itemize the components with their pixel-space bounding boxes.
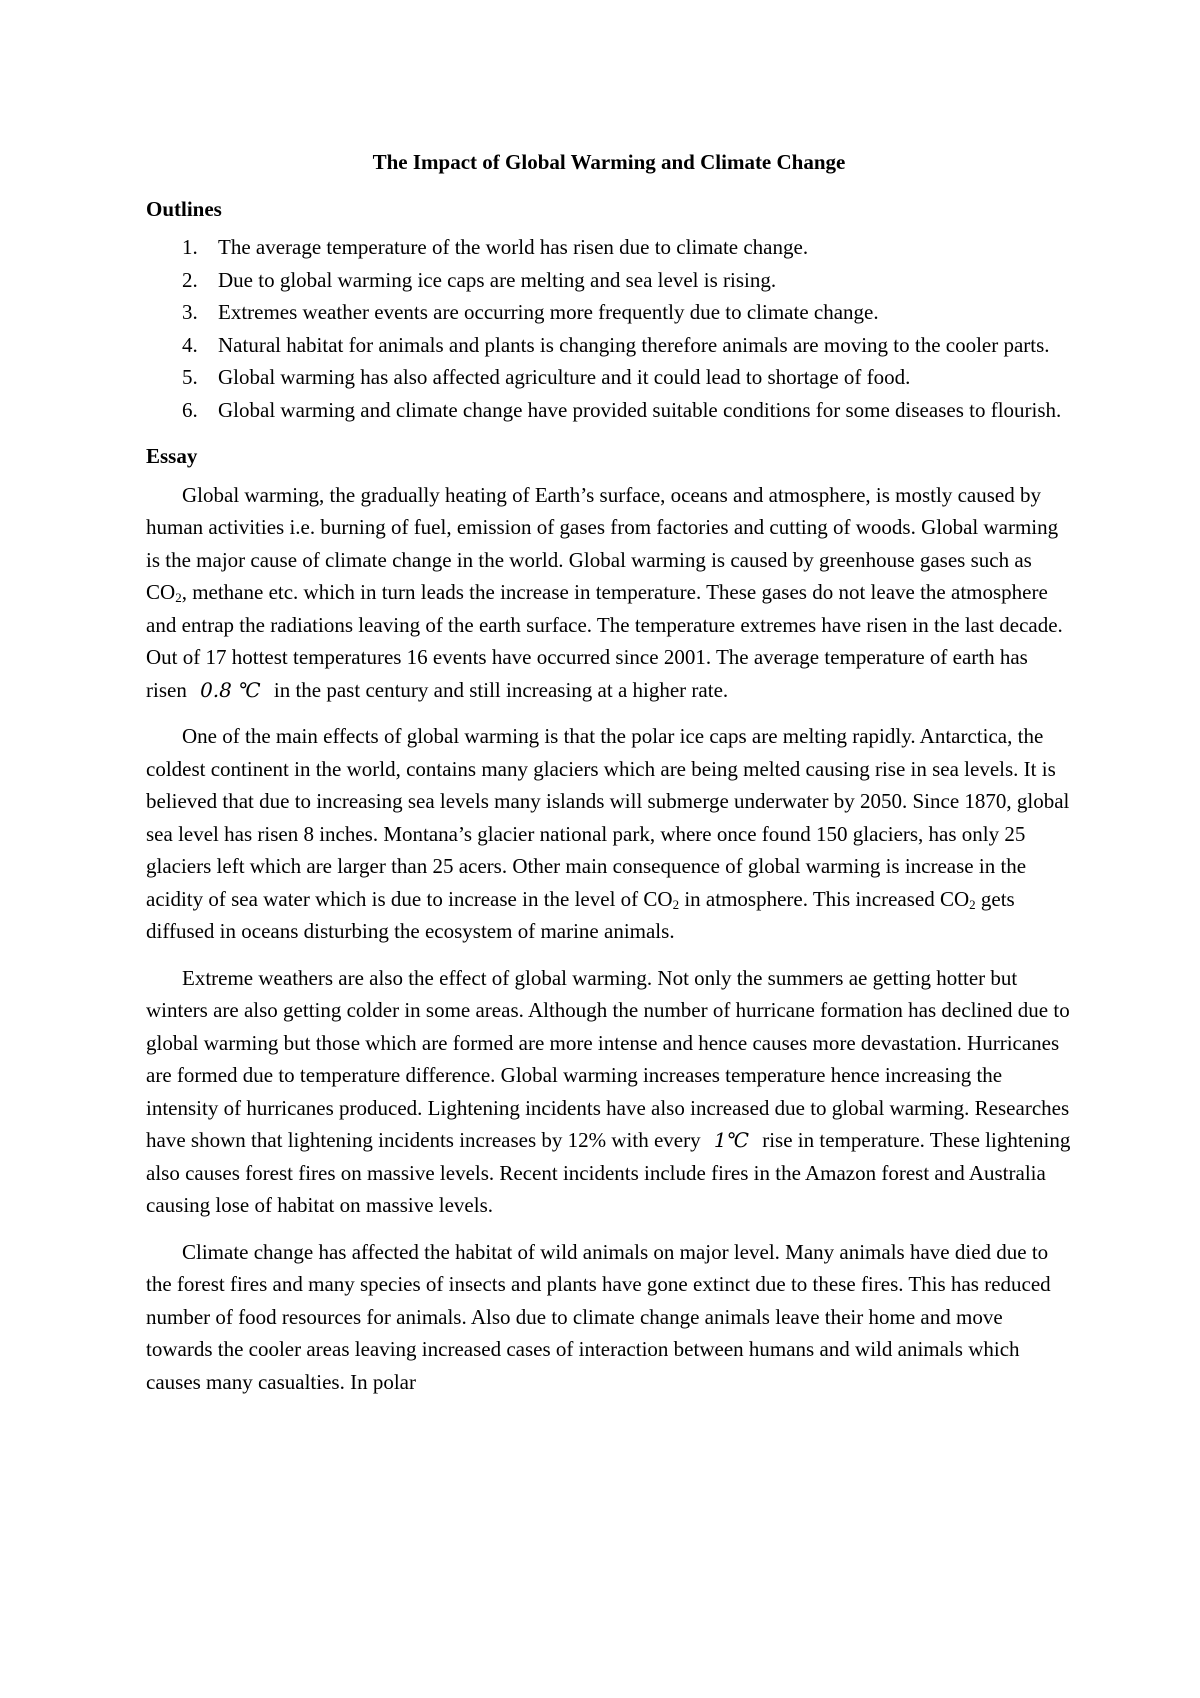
outline-text: Global warming and climate change have provided suitable conditions for some diseases to flourish. bbox=[218, 397, 1062, 422]
temperature-value: 0.8 ℃ bbox=[200, 677, 261, 702]
outlines-heading: Outlines bbox=[146, 196, 222, 221]
subscript: 2 bbox=[175, 590, 182, 605]
outline-text: Extremes weather events are occurring more frequently due to climate change. bbox=[218, 300, 879, 324]
paragraph-text: Global warming, the gradually heating of Earth’s surface, oceans and atmosphere, is mostly caused by human activities i.e. burning of fuel, emission of gases from factories and cutting of woods. Global warming is the major cause of climate change in the world. Global warming is caused by greenhouse gases such as CO bbox=[146, 482, 1059, 604]
paragraph-text: Extreme weathers are also the effect of global warming. Not only the summers ae getting hotter but winters are also getting colder in some areas. Although the number of hurricane formation has declined due to global warming but those which are formed are more intense and hence causes more devastation. Hurricanes are formed due to temperature difference. Global warming increases temperature hence increasing the intensity of hurricanes produced. Lightening incidents have also increased due to global warming. Researches have shown that lightening incidents increases by 12% with every bbox=[146, 965, 1070, 1152]
paragraph-text: One of the main effects of global warming is that the polar ice caps are melting rapidly. Antarctica, the coldest continent in the world, contains many glaciers which are being melted causing rise in sea levels. It is believed that due to increasing sea levels many islands will submerge underwater by 2050. Since 1870, global sea level has risen 8 inches. Montana’s glacier national park, where once found 150 glaciers, has only 25 glaciers left which are larger than 25 acers. Other main consequence of global warming is increase in the acidity of sea water which is due to increase in the level of CO bbox=[146, 724, 1070, 911]
paragraph-text: , methane etc. which in turn leads the increase in temperature. These gases do not leave the atmosphere and entrap the radiations leaving of the earth surface. The temperature extremes have risen in the last decade. Out of 17 hottest temperatures 16 events have occurred since 2001. The average temperature of earth has risen bbox=[146, 580, 1063, 702]
outline-number: 6. bbox=[182, 397, 198, 422]
outline-number: 5. bbox=[182, 365, 198, 389]
temperature-value: 1℃ bbox=[713, 1128, 749, 1152]
outline-text: Global warming has also affected agriculture and it could lead to shortage of food. bbox=[218, 365, 911, 389]
subscript: 2 bbox=[969, 896, 976, 912]
outline-number: 1. bbox=[182, 235, 198, 259]
outline-number: 3. bbox=[182, 300, 198, 324]
subscript: 2 bbox=[672, 896, 680, 912]
paragraph-text: rise in temperature. These lightening also causes forest fires on massive levels. Recent incidents include fires in the Amazon forest and Australia causing lose of habitat on massive levels. bbox=[146, 1128, 1071, 1217]
outline-item bbox=[146, 231, 1072, 264]
paragraph-text: Climate change has affected the habitat of wild animals on major level. Many animals have died due to the forest fires and many species of insects and plants have gone extinct due to these fires. This has reduced number of food resources for animals. Also due to climate change animals leave their home and move towards the cooler areas leaving increased cases of interaction between humans and wild animals which causes many casualties. In polar bbox=[146, 1239, 1051, 1394]
essay-paragraph-2 bbox=[146, 720, 1072, 948]
outline-number: 2. bbox=[182, 267, 198, 292]
essay-paragraph-3 bbox=[146, 962, 1072, 1222]
outline-number: 4. bbox=[182, 332, 198, 357]
outline-item bbox=[146, 329, 1072, 362]
outline-text: The average temperature of the world has risen due to climate change. bbox=[218, 235, 809, 259]
paragraph-text: gets diffused in oceans disturbing the ecosystem of marine animals. bbox=[146, 886, 1015, 943]
outline-item bbox=[146, 361, 1072, 394]
essay-paragraph-4 bbox=[146, 1236, 1072, 1399]
outline-list bbox=[146, 231, 1072, 426]
outline-text: Natural habitat for animals and plants is changing therefore animals are moving to the cooler parts. bbox=[218, 332, 1050, 357]
essay-paragraph-1 bbox=[146, 479, 1072, 707]
outline-item bbox=[146, 264, 1072, 297]
outline-item bbox=[146, 296, 1072, 329]
outline-text: Due to global warming ice caps are melting and sea level is rising. bbox=[218, 267, 777, 292]
paragraph-text: in the past century and still increasing at a higher rate. bbox=[273, 677, 729, 702]
document-title: The Impact of Global Warming and Climate Change bbox=[372, 150, 846, 174]
outline-item bbox=[146, 394, 1072, 427]
paragraph-text: in atmosphere. This increased CO bbox=[679, 886, 970, 911]
essay-heading: Essay bbox=[146, 444, 198, 468]
